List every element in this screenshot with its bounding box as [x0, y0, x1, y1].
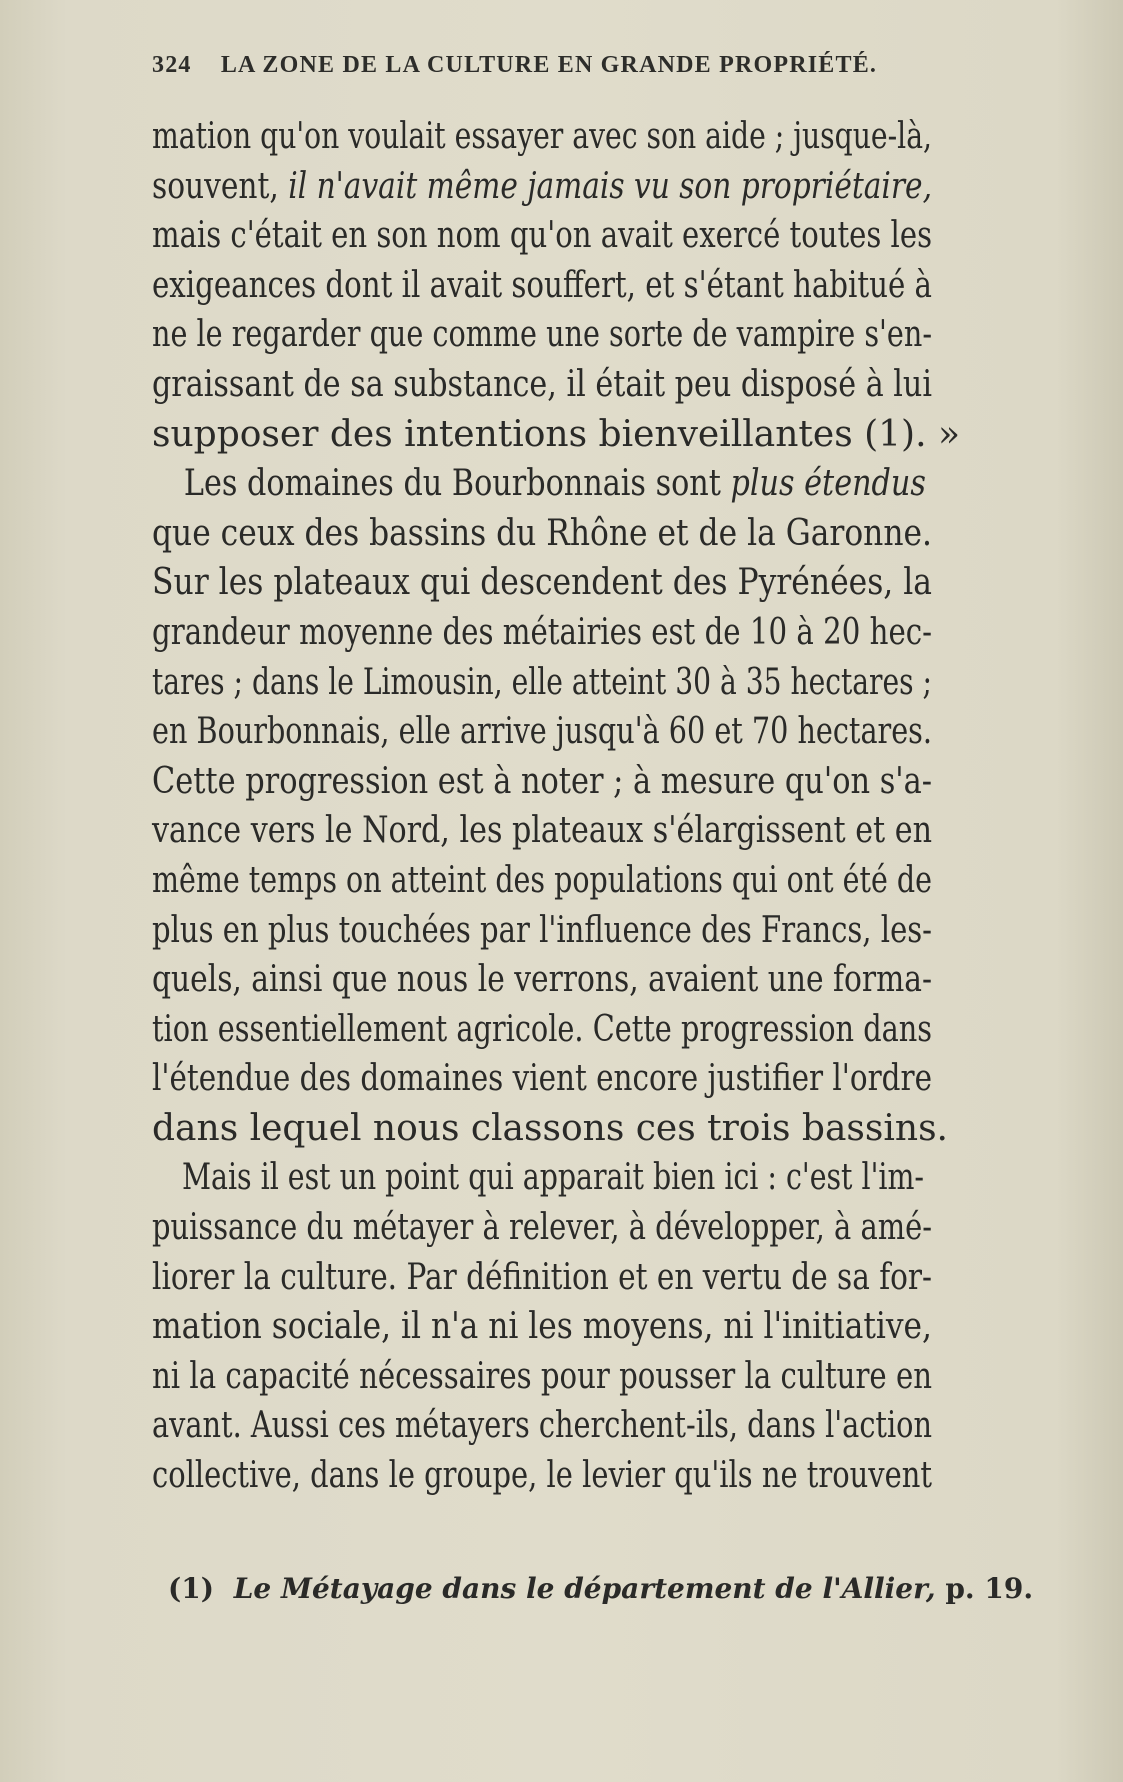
text-line — [152, 707, 932, 757]
text-segment: grandeur moyenne des métairies est de 10 à 20 hec- — [152, 611, 932, 653]
body-text — [152, 112, 1067, 1501]
text-line — [152, 211, 932, 261]
text-segment: plus en plus touchées par l'influence des Francs, les- — [152, 909, 932, 951]
text-segment: liorer la culture. Par définition et en vertu de sa for- — [152, 1256, 932, 1298]
text-segment: ne le regarder que comme une sorte de vampire s'en- — [152, 314, 932, 356]
text-segment: même temps on atteint des populations qui ont été de — [152, 859, 932, 901]
text-segment: mais c'était en son nom qu'on avait exercé toutes les — [152, 215, 932, 257]
text-segment: graissant de sa substance, il était peu disposé à lui — [152, 363, 932, 405]
text-line — [152, 856, 932, 906]
text-line — [152, 558, 949, 608]
text-segment: tares ; dans le Limousin, elle atteint 30 à 35 hectares ; — [152, 661, 932, 703]
footnote — [168, 1572, 1033, 1605]
text-line — [152, 1352, 932, 1402]
text-segment: Les domaines du Bourbonnais sont — [183, 463, 731, 505]
text-segment: quels, ainsi que nous le verrons, avaient une forma- — [152, 959, 932, 1001]
text-line — [152, 608, 932, 658]
footnote-page-ref: p. 19. — [945, 1572, 1034, 1605]
text-line — [152, 906, 932, 956]
text-line — [152, 1005, 932, 1055]
text-segment: collective, dans le groupe, le levier qu'ils ne trouvent — [152, 1455, 932, 1497]
text-segment: souvent, — [152, 165, 289, 207]
footnote-marker: (1) — [168, 1572, 214, 1605]
text-line — [152, 955, 932, 1005]
text-segment: Mais il est un point qui apparait bien ici : c'est l'im- — [181, 1157, 924, 1199]
text-line — [152, 757, 932, 807]
text-line — [152, 1451, 932, 1501]
text-line — [152, 261, 932, 311]
text-segment: en Bourbonnais, elle arrive jusqu'à 60 et 70 hectares. — [152, 711, 932, 753]
text-line — [152, 1054, 932, 1104]
text-line — [152, 360, 932, 410]
italic-text: il n'avait même jamais vu son propriétaire, — [288, 165, 932, 207]
text-line — [152, 509, 948, 559]
text-line — [152, 1203, 932, 1253]
text-line — [152, 1104, 1067, 1154]
text-line — [152, 1253, 932, 1303]
text-segment: supposer des intentions bienveillantes (1). » — [152, 413, 961, 455]
footnote-title: Le Métayage dans le département de l'Allier, — [233, 1572, 936, 1605]
text-line — [152, 162, 932, 212]
text-line — [152, 410, 1067, 460]
text-segment: Sur les plateaux qui descendent des Pyrénées, la — [152, 562, 932, 604]
text-segment: que ceux des bassins du Rhône et de la Garonne. — [152, 512, 932, 554]
paragraph-first-line — [152, 459, 926, 509]
text-segment: Cette progression est à noter ; à mesure qu'on s'a- — [152, 760, 932, 802]
text-segment: mation qu'on voulait essayer avec son aide ; jusque-là, — [152, 116, 932, 157]
text-segment: dans lequel nous classons ces trois bassins. — [152, 1107, 948, 1149]
text-segment: vance vers le Nord, les plateaux s'élargissent et en — [152, 810, 932, 852]
text-line — [152, 658, 932, 708]
text-line — [152, 310, 932, 360]
text-segment: l'étendue des domaines vient encore justifier l'ordre — [152, 1058, 932, 1100]
text-line — [152, 806, 932, 856]
italic-text: plus étendus — [730, 463, 926, 505]
running-header — [152, 52, 1037, 79]
text-segment: avant. Aussi ces métayers cherchent-ils, dans l'action — [152, 1405, 932, 1447]
page-number: 324 — [152, 52, 192, 78]
text-segment: puissance du métayer à relever, à développer, à amé- — [152, 1207, 932, 1249]
text-segment: ni la capacité nécessaires pour pousser la culture en — [152, 1355, 932, 1397]
text-segment: tion essentiellement agricole. Cette progression dans — [152, 1008, 932, 1050]
text-segment: mation sociale, il n'a ni les moyens, ni l'initiative, — [152, 1306, 932, 1348]
text-line — [152, 112, 932, 162]
text-line — [152, 1401, 932, 1451]
running-title: LA ZONE DE LA CULTURE EN GRANDE PROPRIÉTÉ. — [220, 52, 878, 78]
paragraph-first-line — [152, 1153, 924, 1203]
text-line — [152, 1302, 946, 1352]
text-segment: exigeances dont il avait souffert, et s'étant habitué à — [152, 264, 932, 306]
